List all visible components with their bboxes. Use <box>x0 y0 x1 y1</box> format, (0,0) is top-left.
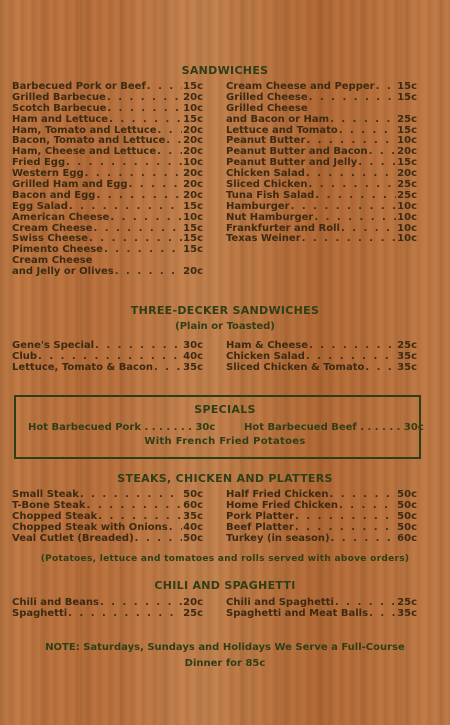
steaks-note: (Potatoes, lettuce and tomatoes and rolls served with above orders) <box>40 554 410 564</box>
menu-item-name: Bacon and Egg <box>12 189 96 201</box>
menu-item-name: Ham, Tomato and Lettuce <box>12 124 157 136</box>
menu-item-name: Tuna Fish Salad <box>226 189 315 201</box>
menu-item-price: 10c <box>397 135 417 147</box>
menu-item-price: 60c <box>183 499 203 511</box>
special-item-price: 30c <box>195 422 216 433</box>
menu-item-price: 25c <box>397 340 417 351</box>
menu-item-name: Nut Hamburger <box>226 211 314 223</box>
dot-leader <box>302 234 397 245</box>
menu-item-price: 50c <box>183 532 203 544</box>
menu-item-name: Chopped Steak with Onions <box>12 521 168 533</box>
menu-item-name: Cream Cheese and Pepper <box>226 81 375 92</box>
dot-leader <box>104 245 182 256</box>
menu-item-name: Scotch Barbecue <box>12 102 107 114</box>
dot-leader <box>95 341 182 352</box>
dot-leader <box>129 180 183 191</box>
dot-leader <box>166 136 182 147</box>
menu-item-name: Egg Salad <box>12 200 68 212</box>
menu-item-name: Cream Cheese <box>12 255 93 267</box>
menu-item-name: Grilled Barbecue <box>12 91 106 103</box>
menu-item-name: Ham, Cheese and Lettuce <box>12 146 157 158</box>
menu-item-name: and Bacon or Ham <box>226 113 330 125</box>
menu-item-price: 30c <box>183 340 203 351</box>
menu-item-name: Home Fried Chicken <box>226 499 338 511</box>
menu-item-price: 15c <box>183 81 203 92</box>
sandwiches-heading: SANDWICHES <box>181 64 269 77</box>
menu-item-name: Spaghetti and Meat Balls <box>226 607 369 619</box>
menu-item-price: 20c <box>397 146 417 158</box>
menu-item-price: 15c <box>183 233 203 245</box>
special-item-name: Hot Barbecued Pork <box>28 422 141 433</box>
dot-leader <box>157 147 182 158</box>
menu-item-name: Spaghetti <box>12 607 68 619</box>
menu-item-price: 50c <box>183 489 203 500</box>
menu-item-name: Gene's Special <box>12 340 95 351</box>
menu-item-name: Lettuce and Tomato <box>226 124 338 136</box>
menu-item-price: 15c <box>183 244 203 256</box>
menu-item-price: 20c <box>183 597 203 608</box>
menu-item-price: 50c <box>397 521 417 533</box>
dot-leader <box>100 598 182 609</box>
dot-leader <box>115 267 182 278</box>
menu-item-price: 25c <box>397 179 417 191</box>
menu-item-name: Sliced Chicken & Tomato <box>226 361 365 373</box>
menu-item-price: 15c <box>397 124 417 136</box>
menu-item-price: 20c <box>183 266 203 278</box>
menu-item-name: Half Fried Chicken <box>226 489 329 500</box>
three-decker-right-list <box>226 341 417 374</box>
dot-leader <box>339 126 396 137</box>
menu-item-price: 10c <box>397 233 417 245</box>
menu-item-price: 50c <box>397 499 417 511</box>
dot-leader <box>314 213 396 224</box>
dot-leader <box>330 115 396 126</box>
dot-leader <box>309 180 397 191</box>
menu-item-name: Grilled Cheese <box>226 91 308 103</box>
menu-item-name: Swiss Cheese <box>12 233 89 245</box>
menu-item-name: Ham and Lettuce <box>12 113 109 125</box>
menu-item-name: Texas Weiner <box>226 233 301 245</box>
menu-item-price: 25c <box>397 597 417 608</box>
dot-leader <box>341 224 396 235</box>
menu-item-price: 60c <box>397 532 417 544</box>
menu-item-name: Barbecued Pork or Beef <box>12 81 146 92</box>
dot-leader <box>68 609 182 620</box>
dot-leader <box>309 341 396 352</box>
special-item-pork: Hot Barbecued Pork . . . . . . . 30c <box>28 422 216 433</box>
menu-item-price: 35c <box>397 350 417 362</box>
menu-item-price: 40c <box>183 350 203 362</box>
sandwiches-left-list <box>12 82 203 278</box>
menu-item-row <box>12 609 203 620</box>
menu-item-row <box>226 609 417 620</box>
menu-item-price: 10c <box>183 102 203 114</box>
steaks-heading: STEAKS, CHICKEN AND PLATTERS <box>117 472 333 485</box>
dot-leader <box>358 158 396 169</box>
menu-item-name: and Jelly or Olives <box>12 266 114 278</box>
dot-leader <box>87 501 183 512</box>
menu-item-price: 15c <box>183 200 203 212</box>
menu-item-name: Grilled Cheese <box>226 102 308 114</box>
note-line-1: NOTE: Saturdays, Sundays and Holidays We Serve a Full-Course <box>45 642 405 653</box>
menu-item-name: Peanut Butter and Jelly <box>226 157 358 169</box>
dot-leader <box>365 363 396 374</box>
dot-leader <box>309 93 397 104</box>
menu-item-price: 35c <box>397 607 417 619</box>
menu-item-name: Pimento Cheese <box>12 244 103 256</box>
menu-item-name: Turkey (in season) <box>226 532 330 544</box>
menu-item-name: Sliced Chicken <box>226 179 308 191</box>
three-decker-left-list <box>12 341 203 374</box>
chili-left-list <box>12 598 203 620</box>
menu-item-price: 25c <box>397 189 417 201</box>
menu-item-price: 15c <box>183 113 203 125</box>
menu-item-row <box>226 534 417 545</box>
three-decker-subtitle: (Plain or Toasted) <box>175 321 275 332</box>
dot-leader <box>315 191 396 202</box>
dot-leader <box>331 534 397 545</box>
chili-right-list <box>226 598 417 620</box>
menu-item-name: Chili and Beans <box>12 597 99 608</box>
menu-item-price: 20c <box>183 91 203 103</box>
menu-item-name: Small Steak <box>12 489 79 500</box>
note-line-2: Dinner for 85c <box>184 658 266 669</box>
menu-item-price: 25c <box>183 607 203 619</box>
menu-item-price: 10c <box>397 211 417 223</box>
menu-item-price: 10c <box>183 157 203 169</box>
dot-leader <box>107 93 182 104</box>
dot-leader <box>147 82 182 93</box>
menu-item-name: Chopped Steak <box>12 510 98 522</box>
menu-item-name: Peanut Butter and Bacon <box>226 146 368 158</box>
menu-item-price: 15c <box>183 222 203 234</box>
menu-item-name: Peanut Butter <box>226 135 306 147</box>
menu-item-name: Lettuce, Tomato & Bacon <box>12 361 153 373</box>
dot-leader <box>295 523 396 534</box>
dot-leader <box>329 490 396 501</box>
sandwiches-right-list <box>226 82 417 245</box>
menu-item-name: Ham & Cheese <box>226 340 308 351</box>
menu-item-price: 10c <box>397 200 417 212</box>
menu-item-price: 35c <box>397 361 417 373</box>
menu-item-price: 35c <box>183 361 203 373</box>
menu-item-name: Chicken Salad <box>226 168 305 180</box>
dot-leader <box>93 224 182 235</box>
menu-item-name: Hamburger <box>226 200 290 212</box>
dot-leader <box>369 609 396 620</box>
dot-leader <box>369 147 397 158</box>
dot-leader <box>376 82 397 93</box>
menu-item-price: 20c <box>397 168 417 180</box>
menu-item-price: 35c <box>183 510 203 522</box>
steaks-right-list <box>226 490 417 544</box>
menu-item-row <box>226 115 417 126</box>
special-item-beef: Hot Barbecued Beef . . . . . . 30c <box>244 422 424 433</box>
menu-item-price: 10c <box>397 222 417 234</box>
menu-item-name: Frankfurter and Roll <box>226 222 340 234</box>
menu-item-row <box>12 341 203 352</box>
menu-item-row <box>12 363 203 374</box>
menu-item-price: 20c <box>183 135 203 147</box>
menu-item-row <box>12 267 203 278</box>
specials-note: With French Fried Potatoes <box>144 436 306 447</box>
menu-item-price: 20c <box>183 146 203 158</box>
menu-item-name: American Cheese <box>12 211 110 223</box>
menu-item-row <box>12 523 203 534</box>
menu-item-name: Cream Cheese <box>12 222 93 234</box>
menu-item-name: Club <box>12 350 38 362</box>
menu-item-name: Fried Egg <box>12 157 66 169</box>
menu-item-name: Western Egg <box>12 168 84 180</box>
menu-item-row <box>12 115 203 126</box>
three-decker-heading: THREE-DECKER SANDWICHES <box>130 304 320 317</box>
steaks-left-list <box>12 490 203 544</box>
menu-item-row <box>12 213 203 224</box>
dot-leader <box>339 501 396 512</box>
menu-item-name: Beef Platter <box>226 521 294 533</box>
specials-heading: SPECIALS <box>194 403 256 416</box>
menu-item-price: 20c <box>183 124 203 136</box>
chili-heading: CHILI AND SPAGHETTI <box>154 579 296 592</box>
menu-item-row <box>226 234 417 245</box>
menu-item-price: 20c <box>183 168 203 180</box>
menu-item-row <box>226 523 417 534</box>
dot-leader <box>154 363 182 374</box>
menu-item-name: Pork Platter <box>226 510 295 522</box>
dot-leader <box>295 512 396 523</box>
dot-leader <box>96 191 182 202</box>
menu-item-price: 15c <box>397 81 417 92</box>
dot-leader <box>110 213 182 224</box>
menu-item-name: T-Bone Steak <box>12 499 86 511</box>
menu-item-name: Veal Cutlet (Breaded) <box>12 532 134 544</box>
special-item-price: 30c <box>403 422 424 433</box>
special-item-name: Hot Barbecued Beef <box>244 422 357 433</box>
menu-item-price: 50c <box>397 510 417 522</box>
dot-leader <box>109 115 182 126</box>
menu-item-row <box>226 213 417 224</box>
menu-item-name: Grilled Ham and Egg <box>12 179 128 191</box>
menu-item-price: 25c <box>397 113 417 125</box>
dot-leader <box>135 534 182 545</box>
menu-item-price: 20c <box>183 179 203 191</box>
dot-leader <box>169 523 182 534</box>
menu-item-price: 50c <box>397 489 417 500</box>
menu-item-name: Chili and Spaghetti <box>226 597 334 608</box>
menu-item-price: 15c <box>397 91 417 103</box>
menu-item-row <box>12 534 203 545</box>
menu-item-price: 15c <box>397 157 417 169</box>
dot-leader <box>306 169 396 180</box>
dot-leader <box>80 490 182 501</box>
menu-item-price: 20c <box>183 189 203 201</box>
menu-item-row <box>226 363 417 374</box>
menu-item-name: Bacon, Tomato and Lettuce <box>12 135 166 147</box>
menu-item-price: 10c <box>183 211 203 223</box>
dot-leader <box>107 104 182 115</box>
menu-item-name: Chicken Salad <box>226 350 305 362</box>
menu-item-price: 40c <box>183 521 203 533</box>
